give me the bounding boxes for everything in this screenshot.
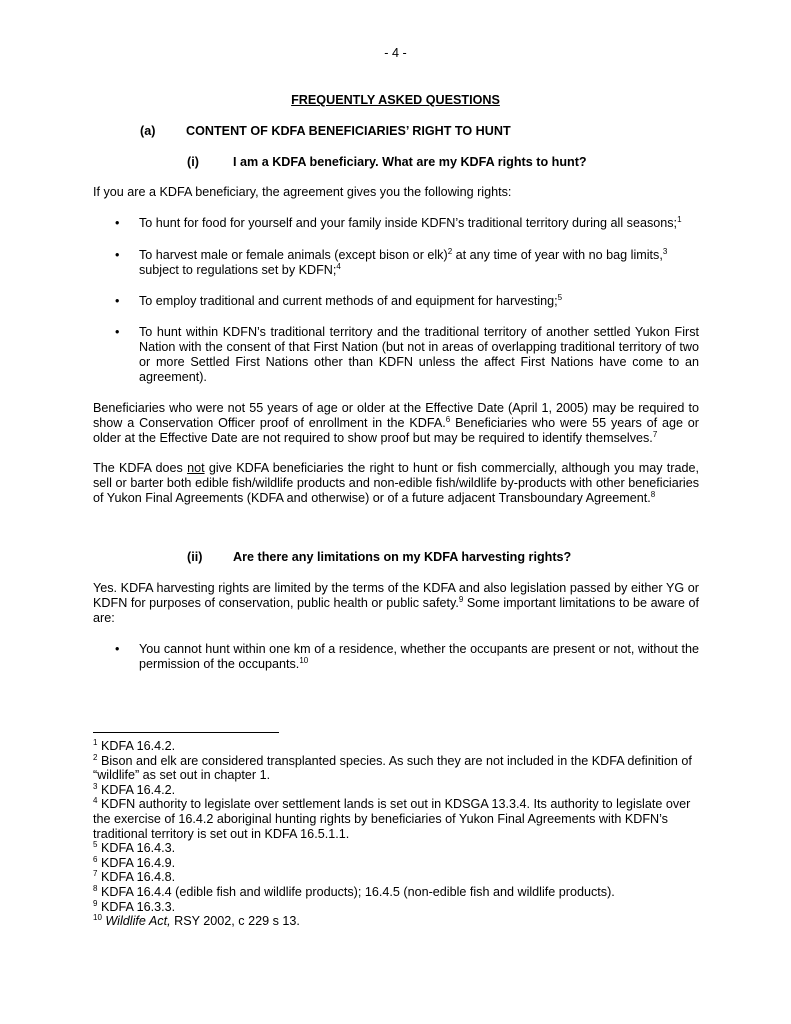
list-item-text: To hunt for food for yourself and your family inside KDFN’s traditional territory during all seasons;	[139, 216, 678, 230]
list-item	[115, 216, 699, 231]
footnote-ref: 1	[677, 214, 682, 224]
section-number: (a)	[140, 124, 156, 138]
subsection-number: (ii)	[187, 550, 203, 564]
footnotes	[93, 739, 703, 929]
list-item	[115, 294, 699, 309]
section-title: CONTENT OF KDFA BENEFICIARIES’ RIGHT TO HUNT	[186, 124, 511, 138]
page-title: FREQUENTLY ASKED QUESTIONS	[291, 93, 500, 107]
emphasis-text: not	[187, 461, 205, 475]
footnote: $^2$ Bison and elk are considered transplanted species. As such they are not included in the KDFA definition of “wildlife” as set out in chapter 1.	[93, 752, 692, 783]
footnote-ref: 8	[650, 489, 656, 499]
footnote: $^7$ KDFA 16.4.8.	[93, 869, 176, 885]
footnote: $^1$ KDFA 16.4.2.	[93, 737, 176, 753]
subsection-title: I am a KDFA beneficiary. What are my KDFA rights to hunt?	[233, 155, 587, 169]
paragraph-text: Beneficiaries who were 55 years of age or older at the Effective Date are not required to show proof but may be required to identify themselves.	[93, 416, 700, 445]
paragraph-commercial	[93, 461, 699, 506]
subsection-title: Are there any limitations on my KDFA harvesting rights?	[233, 550, 572, 564]
paragraph-text: Yes. KDFA harvesting rights are limited by the terms of the KDFA and also legislation passed by either YG or KDFN for purposes of conservation, public health or public safety.	[93, 581, 699, 610]
list-item-text: To hunt within KDFN’s traditional territory and the traditional territory of another settled Yukon First Nation with the consent of that First Nation (but not in areas of overlapping traditional territory of two or more Settled First Nations other than KDFN unless the affect First Nations have come to an agreement).	[139, 325, 699, 384]
footnote: $^4$ KDFN authority to legislate over settlement lands is set out in KDSGA 13.3.4. Its authority to legislate over the exercise of 16.4.2 aboriginal hunting rights by beneficiaries of Yukon Final Agreements with KDFN’s traditional territory is set out in KDFA 16.5.1.1.	[93, 796, 691, 841]
bullet-icon: •	[115, 248, 120, 262]
footnote: $^3$ KDFA 16.4.2.	[93, 781, 176, 797]
paragraph-text: give KDFA beneficiaries the right to hunt or fish commercially, although you may trade, sell or barter both edible fish/wildlife products and non-edible fish/wildlife by-products with other beneficiaries of Yukon Final Agreements (KDFA and otherwise) or of a future adjacent Transboundary Agreement.	[93, 461, 699, 505]
bullet-icon: •	[115, 216, 120, 230]
footnote: $^8$ KDFA 16.4.4 (edible fish and wildlife products); 16.4.5 (non-edible fish and wildlife products).	[93, 883, 615, 899]
list-item	[115, 642, 699, 672]
footnote-ref: 4	[336, 261, 341, 271]
paragraph-text: Some important limitations to be aware of are:	[93, 596, 700, 625]
paragraph-text: The KDFA does	[93, 461, 188, 475]
subsection-number: (i)	[187, 155, 199, 169]
footnote-ref: 6	[445, 414, 451, 424]
paragraph-text: Beneficiaries who were not 55 years of age or older at the Effective Date (April 1, 2005) may be required to show a Conservation Officer proof of enrollment in the KDFA.	[93, 401, 699, 430]
list-item-text: To employ traditional and current methods of and equipment for harvesting;	[139, 294, 558, 308]
list-item-text: at any time of year with no bag limits,	[452, 248, 663, 262]
list-item	[115, 248, 699, 278]
page-number: - 4 -	[384, 46, 407, 60]
list-item	[115, 325, 699, 385]
footnote: $^6$ KDFA 16.4.9.	[93, 854, 176, 870]
footnote-ref: 5	[557, 292, 563, 302]
footnote-separator	[93, 732, 279, 733]
footnote-ref: 3	[662, 246, 668, 256]
footnote-ref: 10	[299, 655, 309, 665]
list-item-text: You cannot hunt within one km of a residence, whether the occupants are present or not, without the permission of the occupants.	[139, 642, 699, 671]
footnote: $^5$ KDFA 16.4.3.	[93, 839, 176, 856]
subsection-heading-i	[187, 155, 587, 170]
footnote: $^9$ KDFA 16.3.3.	[93, 898, 176, 914]
footnote-ref: 7	[652, 429, 658, 439]
subsection-heading-ii	[187, 550, 571, 565]
footnote-ref: 2	[447, 246, 453, 256]
bullet-icon: •	[115, 294, 120, 308]
list-item-text: To harvest male or female animals (except bison or elk)	[139, 248, 448, 262]
paragraph-proof	[93, 401, 699, 446]
footnote: $^{10}$ Wildlife Act, RSY 2002, c 229 s 13.	[93, 912, 300, 929]
section-heading-a	[140, 124, 511, 139]
bullet-icon: •	[115, 325, 120, 339]
footnote-ref: 9	[458, 594, 464, 604]
list-item-text: subject to regulations set by KDFN;	[139, 263, 337, 277]
paragraph-limits	[93, 581, 699, 626]
intro-paragraph: If you are a KDFA beneficiary, the agreement gives you the following rights:	[93, 185, 512, 199]
bullet-icon: •	[115, 642, 120, 656]
